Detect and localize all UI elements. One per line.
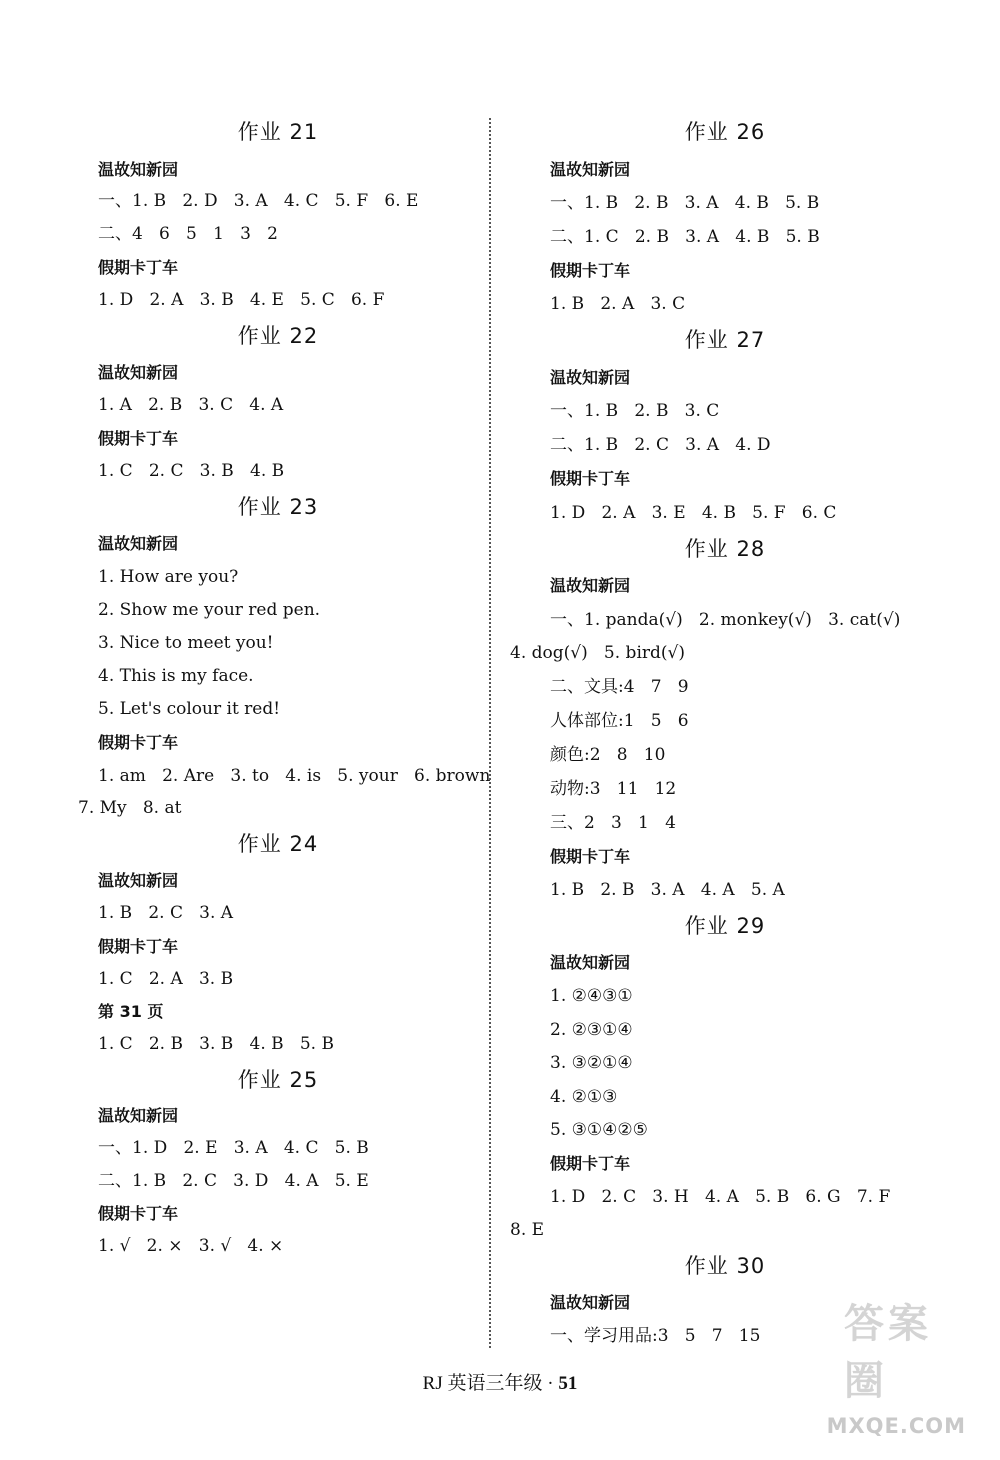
section-label: 温故知新园	[550, 160, 631, 179]
assignment-heading: 作业 29	[684, 914, 766, 938]
footer-book-title: RJ 英语三年级 ·	[422, 1373, 559, 1394]
answer-line: 3. Nice to meet you!	[98, 633, 274, 653]
answer-line: 一、1. D 2. E 3. A 4. C 5. B	[98, 1138, 369, 1158]
answer-line: 5. Let's colour it red!	[98, 699, 281, 719]
answer-line: 二、4 6 5 1 3 2	[98, 224, 278, 244]
answer-line: 3. ③②①④	[550, 1053, 633, 1073]
section-label: 温故知新园	[98, 1106, 179, 1125]
answer-line: 二、1. B 2. C 3. A 4. D	[550, 435, 771, 455]
column-divider	[489, 118, 491, 1348]
assignment-heading: 作业 27	[684, 328, 766, 352]
section-label: 假期卡丁车	[98, 1204, 179, 1223]
answer-line: 一、学习用品:3 5 7 15	[550, 1326, 761, 1346]
section-label: 温故知新园	[550, 576, 631, 595]
assignment-heading: 作业 26	[684, 120, 766, 144]
watermark-glyphs: 答案圈	[844, 1301, 932, 1404]
answer-line: 1. C 2. A 3. B	[98, 969, 234, 989]
assignment-heading: 作业 25	[237, 1068, 319, 1092]
answer-line: 2. ②③①④	[550, 1020, 633, 1040]
answer-line: 1. D 2. A 3. B 4. E 5. C 6. F	[98, 290, 385, 310]
section-label: 假期卡丁车	[98, 937, 179, 956]
answer-line: 二、1. C 2. B 3. A 4. B 5. B	[550, 227, 820, 247]
answer-line: 1. √ 2. × 3. √ 4. ×	[98, 1236, 284, 1256]
section-label: 温故知新园	[98, 534, 179, 553]
answer-line: 4. ②①③	[550, 1087, 618, 1107]
section-label: 温故知新园	[550, 953, 631, 972]
section-label: 假期卡丁车	[550, 469, 631, 488]
answer-line: 动物:3 11 12	[550, 779, 677, 799]
answer-line: 1. C 2. C 3. B 4. B	[98, 461, 285, 481]
section-label: 假期卡丁车	[98, 733, 179, 752]
watermark-site: MXQE.COM	[826, 1414, 966, 1438]
answer-line: 1. ②④③①	[550, 986, 633, 1006]
assignment-heading: 作业 28	[684, 537, 766, 561]
answer-line: 8. E	[510, 1220, 545, 1240]
section-label: 假期卡丁车	[550, 261, 631, 280]
answer-line: 1. How are you?	[98, 567, 239, 587]
assignment-heading: 作业 23	[237, 495, 319, 519]
answer-line: 1. am 2. Are 3. to 4. is 5. your 6. brown	[98, 766, 491, 786]
answer-line: 1. D 2. A 3. E 4. B 5. F 6. C	[550, 503, 837, 523]
answer-line: 4. dog(√) 5. bird(√)	[510, 643, 685, 663]
assignment-heading: 作业 24	[237, 832, 319, 856]
answer-line: 颜色:2 8 10	[550, 745, 666, 765]
section-label: 假期卡丁车	[98, 258, 179, 277]
section-label: 温故知新园	[550, 368, 631, 387]
section-label: 温故知新园	[550, 1293, 631, 1312]
watermark-logo	[826, 1301, 984, 1450]
answer-line: 1. B 2. B 3. A 4. A 5. A	[550, 880, 785, 900]
answer-line: 二、文具:4 7 9	[550, 677, 689, 697]
answer-line: 1. B 2. A 3. C	[550, 294, 686, 314]
answer-line: 1. C 2. B 3. B 4. B 5. B	[98, 1034, 334, 1054]
answer-line: 5. ③①④②⑤	[550, 1120, 648, 1140]
answer-line: 1. D 2. C 3. H 4. A 5. B 6. G 7. F	[550, 1187, 891, 1207]
page-number: 51	[558, 1373, 578, 1394]
assignment-heading: 作业 30	[684, 1254, 766, 1278]
answer-line: 人体部位:1 5 6	[550, 711, 689, 731]
section-label: 温故知新园	[98, 363, 179, 382]
section-label: 温故知新园	[98, 160, 179, 179]
section-label: 第 31 页	[98, 1002, 164, 1021]
assignment-heading: 作业 22	[237, 324, 319, 348]
assignment-heading: 作业 21	[237, 120, 319, 144]
answer-line: 一、1. B 2. D 3. A 4. C 5. F 6. E	[98, 191, 419, 211]
answer-line: 二、1. B 2. C 3. D 4. A 5. E	[98, 1171, 369, 1191]
section-label: 温故知新园	[98, 871, 179, 890]
answer-line: 一、1. B 2. B 3. A 4. B 5. B	[550, 193, 820, 213]
section-label: 假期卡丁车	[98, 429, 179, 448]
answer-line: 三、2 3 1 4	[550, 813, 676, 833]
answer-line: 一、1. B 2. B 3. C	[550, 401, 720, 421]
answer-line: 1. B 2. C 3. A	[98, 903, 234, 923]
answer-line: 4. This is my face.	[98, 666, 254, 686]
section-label: 假期卡丁车	[550, 1154, 631, 1173]
section-label: 假期卡丁车	[550, 847, 631, 866]
answer-line: 一、1. panda(√) 2. monkey(√) 3. cat(√)	[550, 610, 901, 630]
answer-line: 2. Show me your red pen.	[98, 600, 321, 620]
answer-line: 1. A 2. B 3. C 4. A	[98, 395, 284, 415]
answer-line: 7. My 8. at	[78, 798, 182, 818]
